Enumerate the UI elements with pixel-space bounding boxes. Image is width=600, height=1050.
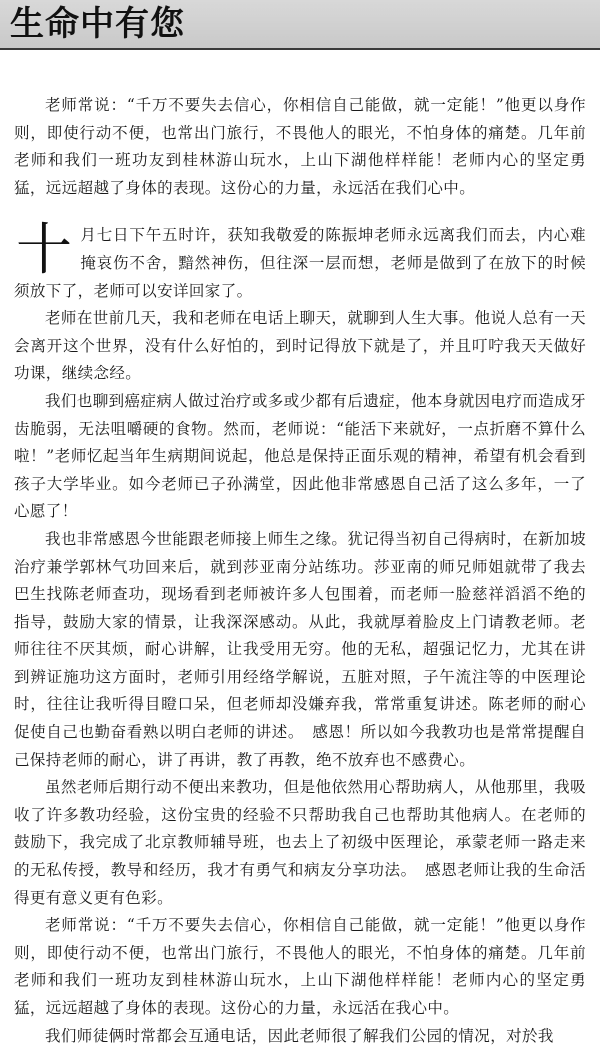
paragraph: 我也非常感恩今世能跟老师接上师生之缘。犹记得当初自己得病时，在新加坡治疗兼学郭林气功回来后，就到莎亚南分站练功。莎亚南的师兄师姐就带了我去巴生找陈老师查功，现场看到老师被许多人包围着，而老师一脸慈祥滔滔不绝的指导，鼓励大家的情景，让我深深感动。从此，我就厚着脸皮上门请教老师。老师往往不厌其烦，耐心讲解，让我受用无穷。他的无私，超强记忆力，尤其在讲到辨证施功这方面时，老师引用经络学解说，五脏对照，子午流注等的中医理论时，往往让我听得目瞪口呆，但老师却没嫌弃我，常常重复讲述。陈老师的耐心促使自己也勤奋看熟以明白老师的讲述。 感恩！所以如今我教功也是常常提醒自己保持老师的耐心，讲了再讲，教了再教，绝不放弃也不感费心。 xyxy=(14,529,586,769)
title-rule xyxy=(0,48,600,50)
first-paragraph xyxy=(14,218,586,305)
drop-cap: 十 xyxy=(16,218,73,284)
paragraph: 我们也聊到癌症病人做过治疗或多或少都有后遗症，他本身就因电疗而造成牙齿脆弱，无法咀嚼硬的食物。然而，老师说：“能活下来就好，一点折磨不算什么啦！”老师忆起当年生病期间说起，他总是保持正面乐观的精神，希望有机会看到孩子大学毕业。如今老师已子孙满堂，因此他非常感恩自己活了这么多年，一了心愿了！ xyxy=(14,391,586,521)
paragraph: 老师常说：“千万不要失去信心，你相信自己能做，就一定能！”他更以身作则，即使行动不便，也常出门旅行，不畏他人的眼光，不怕身体的痛楚。几年前老师和我们一班功友到桂林游山玩水，上山下湖他样样能！老师内心的坚定勇猛，远远超越了身体的表现。这份心的力量，永远活在我心中。 xyxy=(14,916,586,1017)
first-paragraph-text: 月七日下午五时许，获知我敬爱的陈振坤老师永远离我们而去，内心难掩哀伤不舍，黯然神伤，但往深一层而想，老师是做到了在放下的时候须放下了，老师可以安详回家了。 xyxy=(14,226,586,300)
paragraph: 老师在世前几天，我和老师在电话上聊天，就聊到人生大事。他说人总有一天会离开这个世界，没有什么好怕的，到时记得放下就是了，并且叮咛我天天做好功课，继续念经。 xyxy=(14,309,586,383)
article-body xyxy=(14,92,586,1050)
paragraph: 虽然老师后期行动不便出来教功，但是他依然用心帮助病人，从他那里，我吸收了许多教功经验，这份宝贵的经验不只帮助我自己也帮助其他病人。在老师的鼓励下，我完成了北京教师辅导班，也去上了初级中医理论，承蒙老师一路走来的无私传授，教导和经历，我才有勇气和病友分享功法。 感恩老师让我的生命活得更有意义更有色彩。 xyxy=(14,778,586,907)
paragraph: 我们师徒俩时常都会互通电话，因此老师很了解我们公园的情况，对於我 xyxy=(45,1026,554,1045)
pull-quote: 老师常说：“千万不要失去信心，你相信自己能做，就一定能！”他更以身作则，即使行动不便，也常出门旅行，不畏他人的眼光，不怕身体的痛楚。几年前老师和我们一班功友到桂林游山玩水，上山下湖他样样能！老师内心的坚定勇猛，远远超越了身体的表现。这份心的力量，永远活在我们心中。 xyxy=(14,96,586,197)
page-title: 生命中有您 xyxy=(10,4,185,44)
